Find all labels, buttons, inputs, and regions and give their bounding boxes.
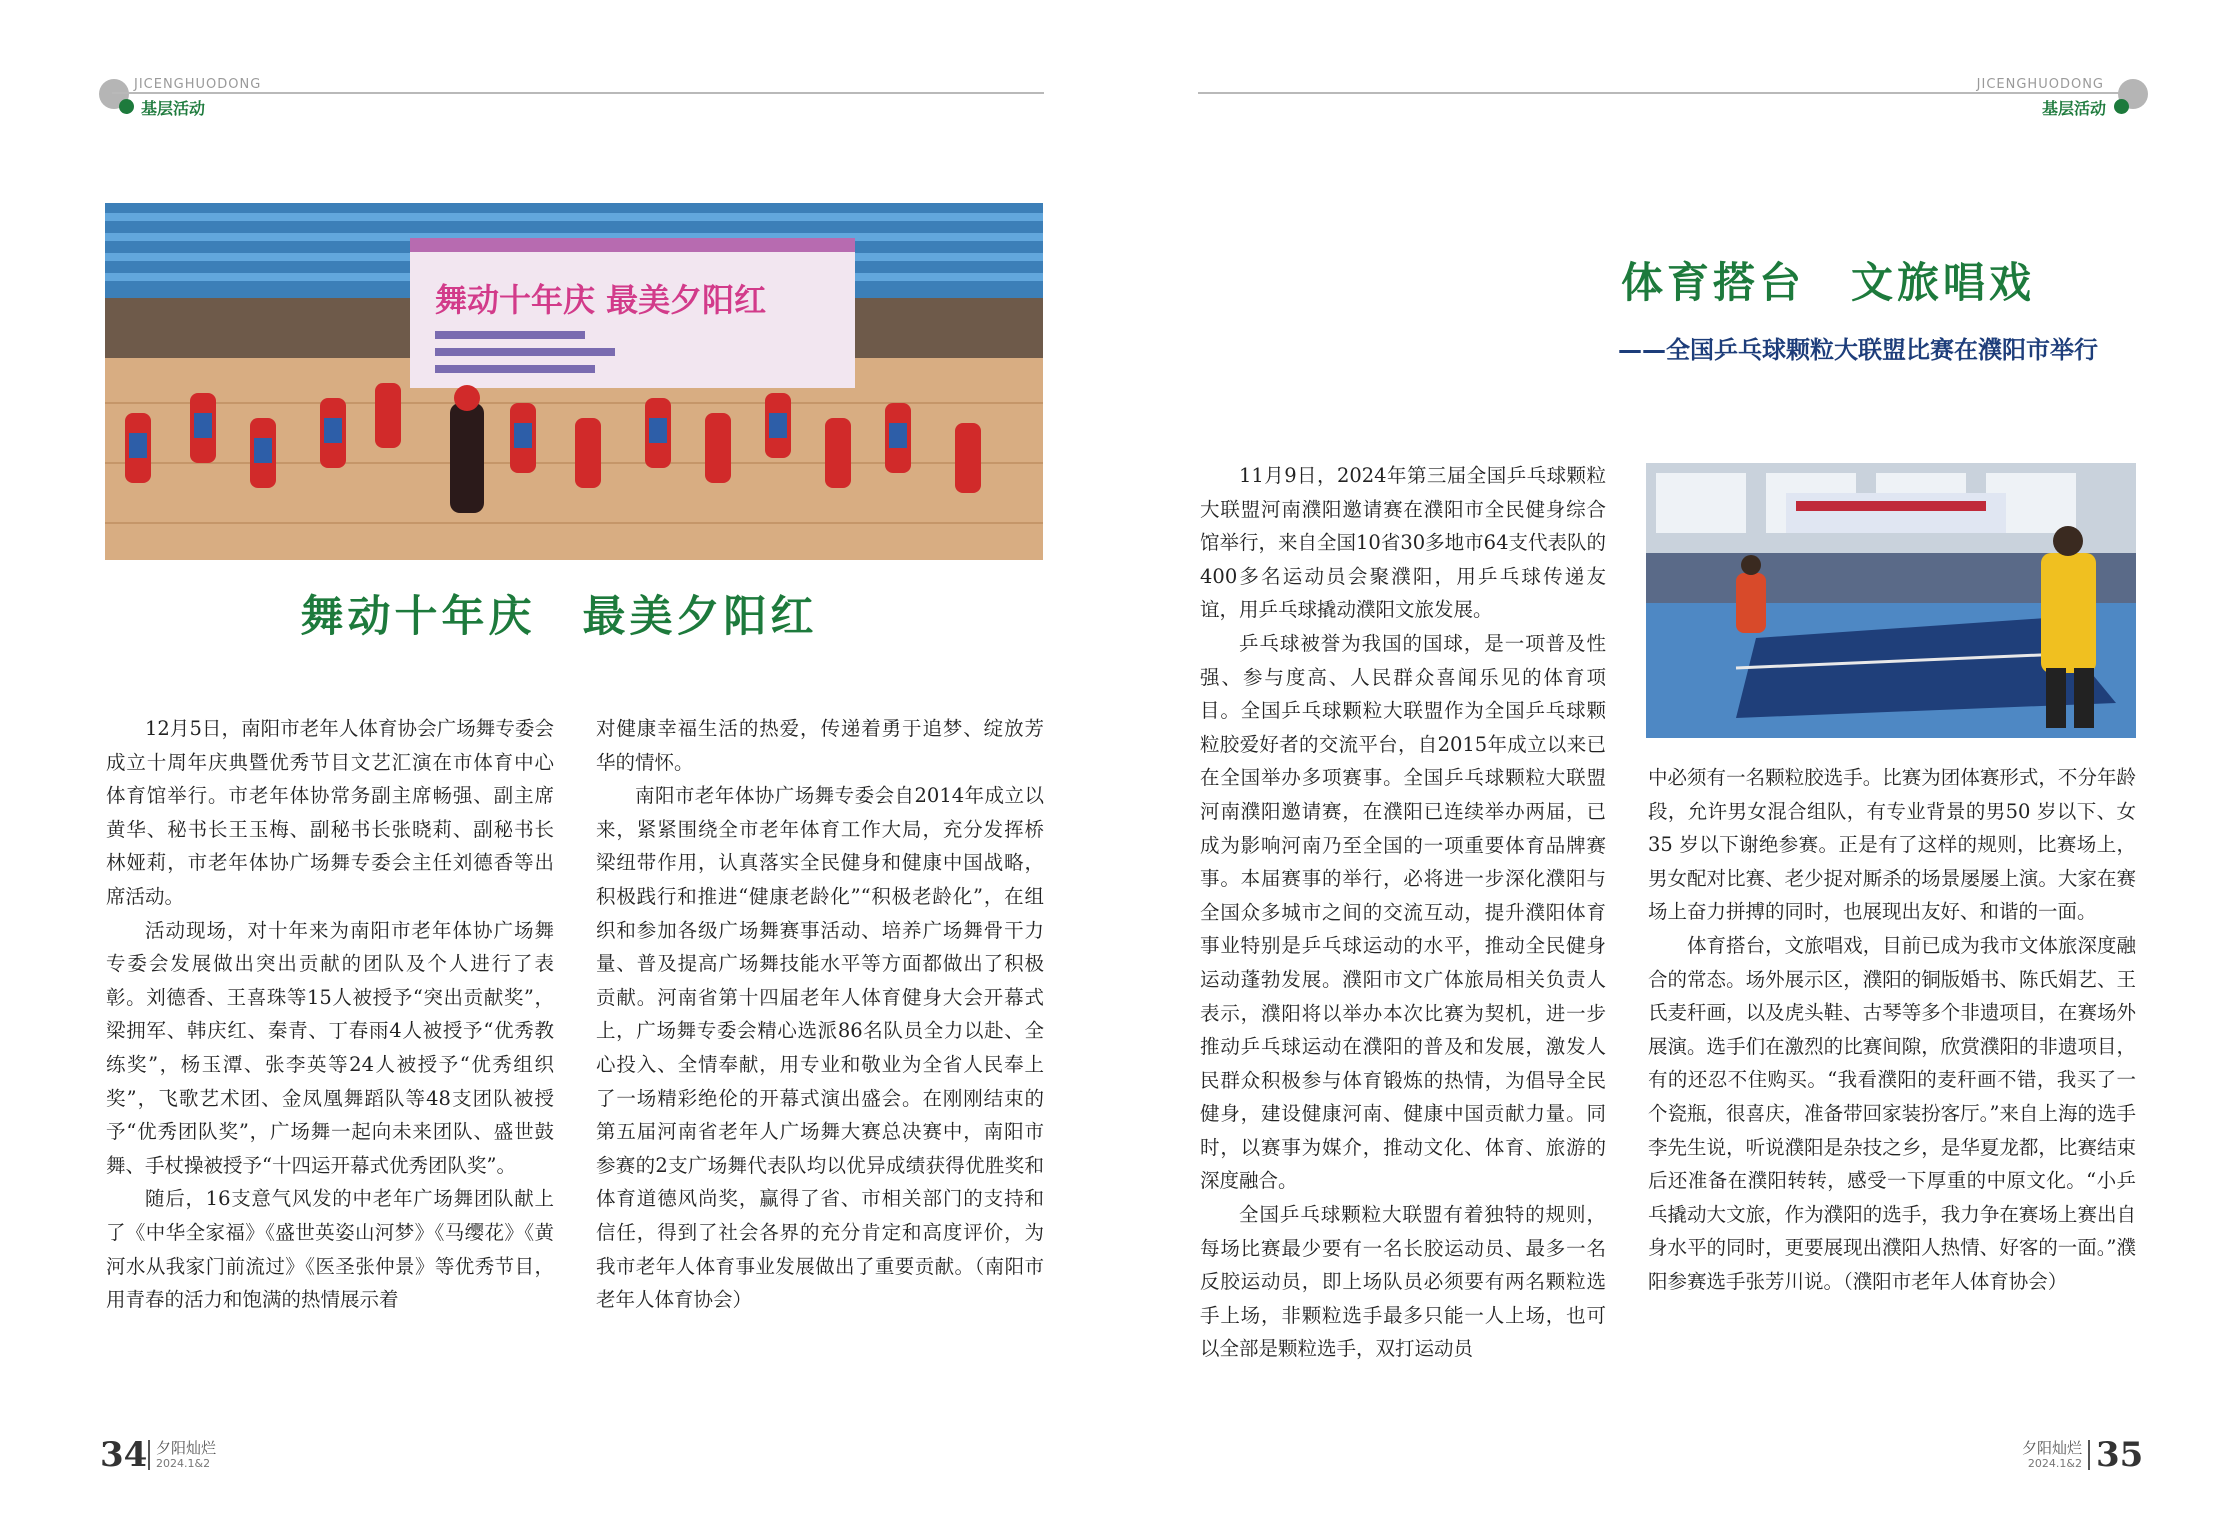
- header-pinyin: JICENGHUODONG: [1976, 77, 2104, 92]
- left-article-column-2: [596, 712, 1044, 1317]
- paragraph: 全国乒乓球颗粒大联盟有着独特的规则，每场比赛最少要有一名长胶运动员、最多一名反胶运动员，即上场队员必须要有两名颗粒选手上场，非颗粒选手最多只能一人上场，也可以全部是颗粒选手，双打运动员: [1200, 1203, 1606, 1361]
- paragraph: 体育搭台，文旅唱戏，目前已成为我市文体旅深度融合的常态。场外展示区，濮阳的铜版婚书、陈氏娟艺、王氏麦秆画，以及虎头鞋、古琴等多个非遗项目，在赛场外展演。选手们在激烈的比赛间隙，欣赏濮阳的非遗项目，有的还忍不住购买。“我看濮阳的麦秆画不错，我买了一个瓷瓶，很喜庆，准备带回家装扮客厅。”来自上海的选手李先生说，听说濮阳是杂技之乡，是华夏龙都，比赛结束后还准备在濮阳转转，感受一下厚重的中原文化。“小乒乓撬动大文旅，作为濮阳的选手，我力争在赛场上赛出自身水平的同时，更要展现出濮阳人热情、好客的一面。”濮阳参赛选手张芳川说。（濮阳市老年人体育协会）: [1648, 933, 2136, 1293]
- right-article-subtitle: ——全国乒乓球颗粒大联盟比赛在濮阳市举行: [1618, 336, 2098, 364]
- right-article-column-1: [1200, 459, 1606, 1366]
- header-pinyin: JICENGHUODONG: [134, 77, 262, 92]
- paragraph: 活动现场，对十年来为南阳市老年体协广场舞专委会发展做出突出贡献的团队及个人进行了表彰。刘德香、王喜珠等15人被授予“突出贡献奖”，梁拥军、韩庆红、秦青、丁春雨4人被授予“优秀教练奖”，杨玉潭、张李英等24人被授予“优秀组织奖”，飞歌艺术团、金凤凰舞蹈队等48支团队被授予“优秀团队奖”，广场舞一起向未来团队、盛世鼓舞、手杖操被授予“十四运开幕式优秀团队奖”。: [106, 918, 554, 1177]
- footer-magazine: 夕阳灿烂: [156, 1439, 217, 1457]
- table-tennis-photo: [1646, 463, 2136, 738]
- header-section: 基层活动: [2041, 99, 2106, 118]
- footer-issue: 2024.1&2: [156, 1457, 211, 1470]
- right-article-column-2: [1648, 761, 2136, 1299]
- header-dot-icon: [2114, 99, 2129, 114]
- paragraph: 乒乓球被誉为我国的国球，是一项普及性强、参与度高、人民群众喜闻乐见的体育项目。全国乒乓球颗粒大联盟作为全国乒乓球颗粒胶爱好者的交流平台，自2015年成立以来已在全国举办多项赛事。全国乒乓球颗粒大联盟河南濮阳邀请赛，在濮阳已连续举办两届，已成为影响河南乃至全国的一项重要体育品牌赛事。本届赛事的举行，必将进一步深化濮阳与全国众多城市之间的交流互动，提升濮阳体育事业特别是乒乓球运动的水平，推动全民健身运动蓬勃发展。濮阳市文广体旅局相关负责人表示，濮阳将以举办本次比赛为契机，进一步推动乒乓球运动在濮阳的普及和发展，激发人民群众积极参与体育锻炼的热情，为倡导全民健身，建设健康河南、健康中国贡献力量。同时，以赛事为媒介，推动文化、体育、旅游的深度融合。: [1200, 631, 1606, 1193]
- left-article-column-1: [106, 712, 554, 1317]
- banner-title: 舞动十年庆 最美夕阳红: [435, 281, 767, 319]
- paragraph-continued: 中必须有一名颗粒胶选手。比赛为团体赛形式，不分年龄段，允许男女混合组队，有专业背景的男50 岁以下、女 35 岁以下谢绝参赛。正是有了这样的规则，比赛场上，男女配对比赛、老少捉对厮杀的场景屡屡上演。大家在赛场上奋力拼搏的同时，也展现出友好、和谐的一面。: [1648, 766, 2136, 924]
- right-article-title: 体育搭台 文旅唱戏: [1620, 258, 2035, 307]
- right-page: [1118, 0, 2236, 1528]
- header-section: 基层活动: [141, 99, 206, 118]
- header-rule: [1198, 92, 2130, 94]
- paragraph: 南阳市老年体协广场舞专委会自2014年成立以来，紧紧围绕全市老年体育工作大局，充分发挥桥梁纽带作用，认真落实全民健身和健康中国战略，积极践行和推进“健康老龄化”“积极老龄化”，在组织和参加各级广场舞赛事活动、培养广场舞骨干力量、普及提高广场舞技能水平等方面都做出了积极贡献。河南省第十四届老年人体育健身大会开幕式上，广场舞专委会精心选派86名队员全力以赴、全心投入、全情奉献，用专业和敬业为全省人民奉上了一场精彩绝伦的开幕式演出盛会。在刚刚结束的第五届河南省老年人广场舞大赛总决赛中，南阳市参赛的2支广场舞代表队均以优异成绩获得优胜奖和体育道德风尚奖，赢得了省、市相关部门的支持和信任，得到了社会各界的充分肯定和高度评价，为我市老年人体育事业发展做出了重要贡献。（南阳市老年人体育协会）: [596, 784, 1044, 1312]
- paragraph: 12月5日，南阳市老年人体育协会广场舞专委会成立十周年庆典暨优秀节目文艺汇演在市体育中心体育馆举行。市老年体协常务副主席畅强、副主席黄华、秘书长王玉梅、副秘书长张晓莉、副秘书长林娅莉，市老年体协广场舞专委会主任刘德香等出席活动。: [106, 717, 554, 908]
- footer-issue: 2024.1&2: [2027, 1457, 2082, 1470]
- paragraph: 11月9日，2024年第三届全国乒乓球颗粒大联盟河南濮阳邀请赛在濮阳市全民健身综合馆举行，来自全国10省30多地市64支代表队的400多名运动员会聚濮阳，用乒乓球传递友谊，用乒乓球撬动濮阳文旅发展。: [1200, 464, 1606, 622]
- left-article-title: 舞动十年庆 最美夕阳红: [300, 592, 818, 642]
- header-rule: [112, 92, 1044, 94]
- footer-magazine: 夕阳灿烂: [2021, 1439, 2082, 1457]
- paragraph: 随后，16支意气风发的中老年广场舞团队献上了《中华全家福》《盛世英姿山河梦》《马缨花》《黄河水从我家门前流过》《医圣张仲景》等优秀节目，用青春的活力和饱满的热情展示着: [106, 1187, 554, 1312]
- page-number: 34: [100, 1435, 148, 1475]
- footer-separator: [2088, 1440, 2090, 1470]
- footer-separator: [148, 1440, 150, 1470]
- paragraph-continued: 对健康幸福生活的热爱，传递着勇于追梦、绽放芳华的情怀。: [596, 717, 1044, 774]
- header-dot-icon: [119, 99, 134, 114]
- page-number: 35: [2096, 1435, 2144, 1475]
- dance-photo: [105, 203, 1043, 560]
